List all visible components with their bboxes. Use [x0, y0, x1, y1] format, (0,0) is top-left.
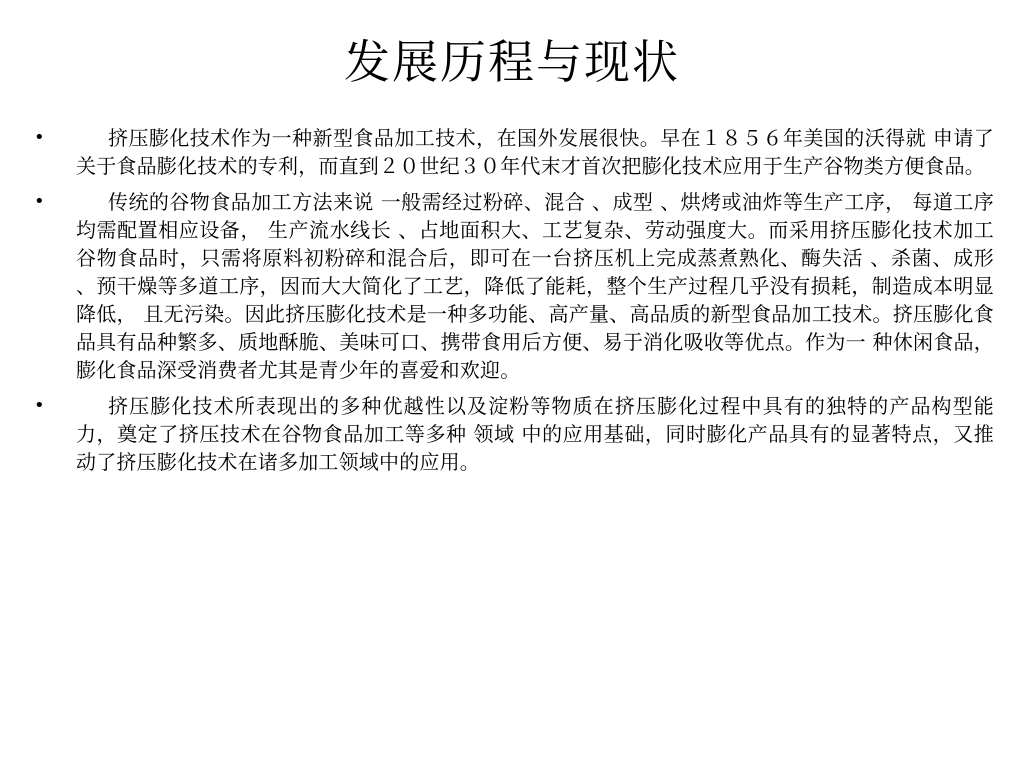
bullet-icon: • — [34, 395, 45, 416]
bullet-icon: • — [34, 127, 45, 148]
slide-title: 发展历程与现状 — [344, 35, 680, 89]
bullet-text-1: 挤压膨化技术作为一种新型食品加工技术，在国外发展很快。早在１８５６年美国的沃得就 申请了关于食品膨化技术的专利，而直到２０世纪３０年代末才首次把膨化技术应用于生产谷物类方便食品。 — [76, 126, 994, 178]
bullet-icon: • — [34, 191, 45, 212]
bullet-list — [34, 124, 994, 484]
bullet-item-1 — [34, 124, 994, 180]
bullet-text-2: 传统的谷物食品加工方法来说 一般需经过粉碎、混合 、成型 、烘烤或油炸等生产工序， 每道工序均需配置相应设备， 生产流水线长 、占地面积大、工艺复杂、劳动强度大。而采用挤压膨化技术加工谷物食品时，只需将原料初粉碎和混合后，即可在一台挤压机上完成蒸煮熟化、酶失活 、杀菌、成形 、预干燥等多道工序，因而大大简化了工艺，降低了能耗，整个生产过程几乎没有损耗，制造成本明显降低， 且无污染。因此挤压膨化技术是一种多功能、高产量、高品质的新型食品加工技术。挤压膨化食品具有品种繁多、质地酥脆、美味可口、携带食用后方便、易于消化吸收等优点。作为一 种休闲食品，膨化食品深受消费者尤其是青少年的喜爱和欢迎。 — [76, 190, 994, 382]
bullet-text-3: 挤压膨化技术所表现出的多种优越性以及淀粉等物质在挤压膨化过程中具有的独特的产品构型能力，奠定了挤压技术在谷物食品加工等多种 领域 中的应用基础，同时膨化产品具有的显著特点，又推动了挤压膨化技术在诸多加工领域中的应用。 — [76, 394, 994, 474]
bullet-item-3 — [34, 392, 994, 476]
bullet-item-2 — [34, 188, 994, 384]
